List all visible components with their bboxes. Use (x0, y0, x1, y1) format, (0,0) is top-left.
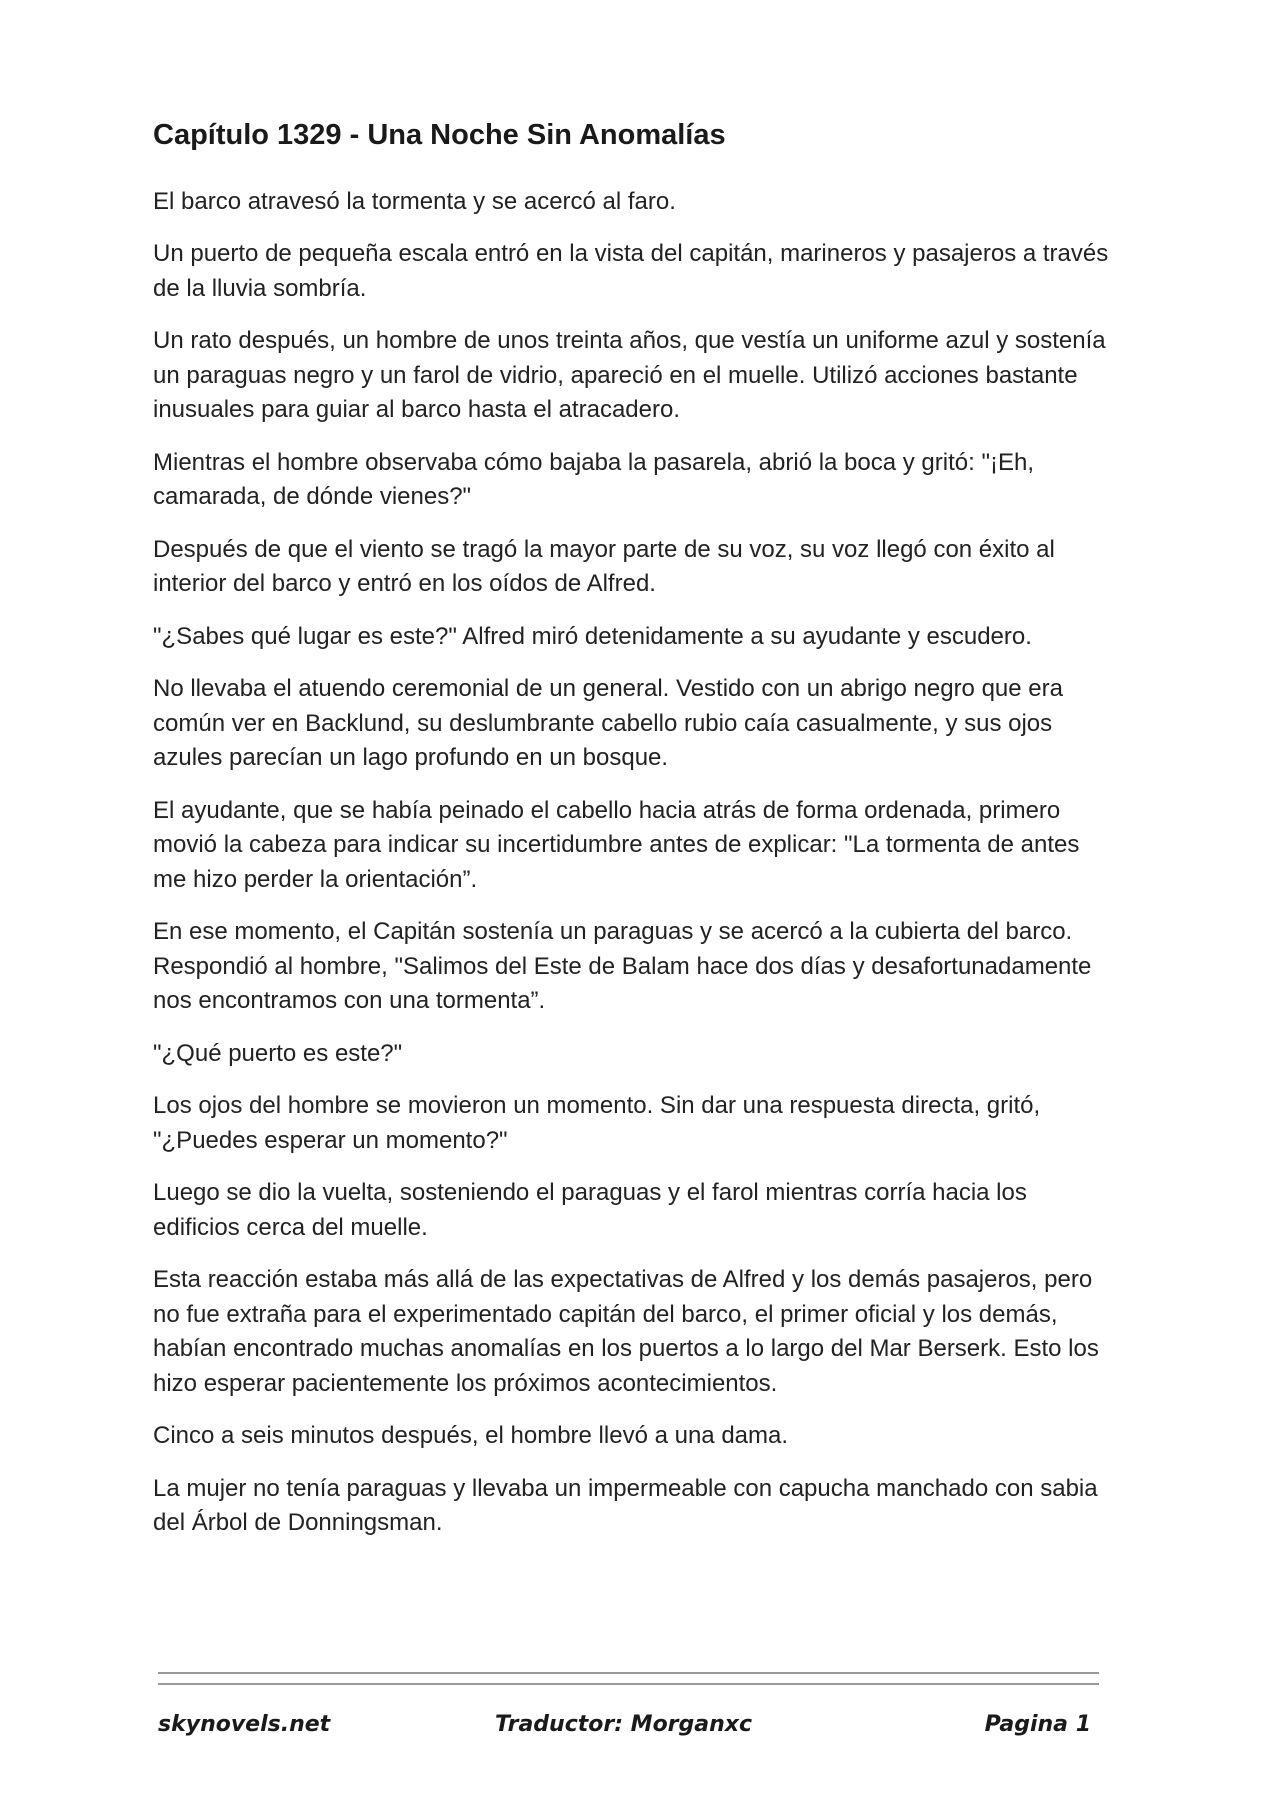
paragraph-14: Cinco a seis minutos después, el hombre llevó a una dama. (153, 1422, 789, 1450)
paragraph-12: Luego se dio la vuelta, sosteniendo el paraguas y el farol mientras corría hacia los edificios cerca del muelle. (153, 1179, 1027, 1241)
paragraph-3: Un rato después, un hombre de unos treinta años, que vestía un uniforme azul y sostenía un paraguas negro y un farol de vidrio, apareció en el muelle. Utilizó acciones bastante inusuales para guiar al barco hasta el atracadero. (153, 327, 1106, 424)
footer-translator: Traductor: Morganxc (495, 1712, 753, 1737)
paragraph-4: Mientras el hombre observaba cómo bajaba la pasarela, abrió la boca y gritó: "¡Eh, camarada, de dónde vienes?" (153, 448, 1034, 511)
footer-divider-bottom (158, 1683, 1099, 1685)
chapter-title: Capítulo 1329 - Una Noche Sin Anomalías (153, 119, 726, 151)
paragraph-9: En ese momento, el Capitán sostenía un paraguas y se acercó a la cubierta del barco. Respondió al hombre, "Salimos del Este de Balam hace dos días y desafortunadamente nos encontramos con una tormenta”. (153, 918, 1092, 1015)
chapter-content (153, 118, 1113, 1559)
footer-page-number: Pagina 1 (984, 1712, 1091, 1737)
paragraph-11: Los ojos del hombre se movieron un momento. Sin dar una respuesta directa, gritó, "¿Puedes esperar un momento?" (153, 1092, 1041, 1154)
paragraph-13: Esta reacción estaba más allá de las expectativas de Alfred y los demás pasajeros, pero no fue extraña para el experimentado capitán del barco, el primer oficial y los demás, habían encontrado muchas anomalías en los puertos a lo largo del Mar Berserk. Esto los hizo esperar pacientemente los próximos acontecimientos. (153, 1266, 1099, 1397)
footer-site: skynovels.net (158, 1712, 331, 1737)
paragraph-2: Un puerto de pequeña escala entró en la vista del capitán, marineros y pasajeros a través de la lluvia sombría. (153, 240, 1109, 302)
paragraph-10: "¿Qué puerto es este?" (153, 1039, 403, 1067)
page-footer (158, 1712, 1099, 1742)
paragraph-5: Después de que el viento se tragó la mayor parte de su voz, su voz llegó con éxito al interior del barco y entró en los oídos de Alfred. (153, 535, 1055, 598)
paragraph-15: La mujer no tenía paraguas y llevaba un impermeable con capucha manchado con sabia del Árbol de Donningsman. (153, 1474, 1098, 1537)
paragraph-6: "¿Sabes qué lugar es este?" Alfred miró detenidamente a su ayudante y escudero. (153, 622, 1032, 650)
paragraph-1: El barco atravesó la tormenta y se acercó al faro. (153, 187, 676, 215)
paragraph-8: El ayudante, que se había peinado el cabello hacia atrás de forma ordenada, primero movió la cabeza para indicar su incertidumbre antes de explicar: "La tormenta de antes me hizo perder la orientación”. (153, 796, 1080, 893)
paragraph-7: No llevaba el atuendo ceremonial de un general. Vestido con un abrigo negro que era común ver en Backlund, su deslumbrante cabello rubio caía casualmente, y sus ojos azules parecían un lago profundo en un bosque. (153, 675, 1063, 772)
footer-divider-top (158, 1672, 1099, 1674)
